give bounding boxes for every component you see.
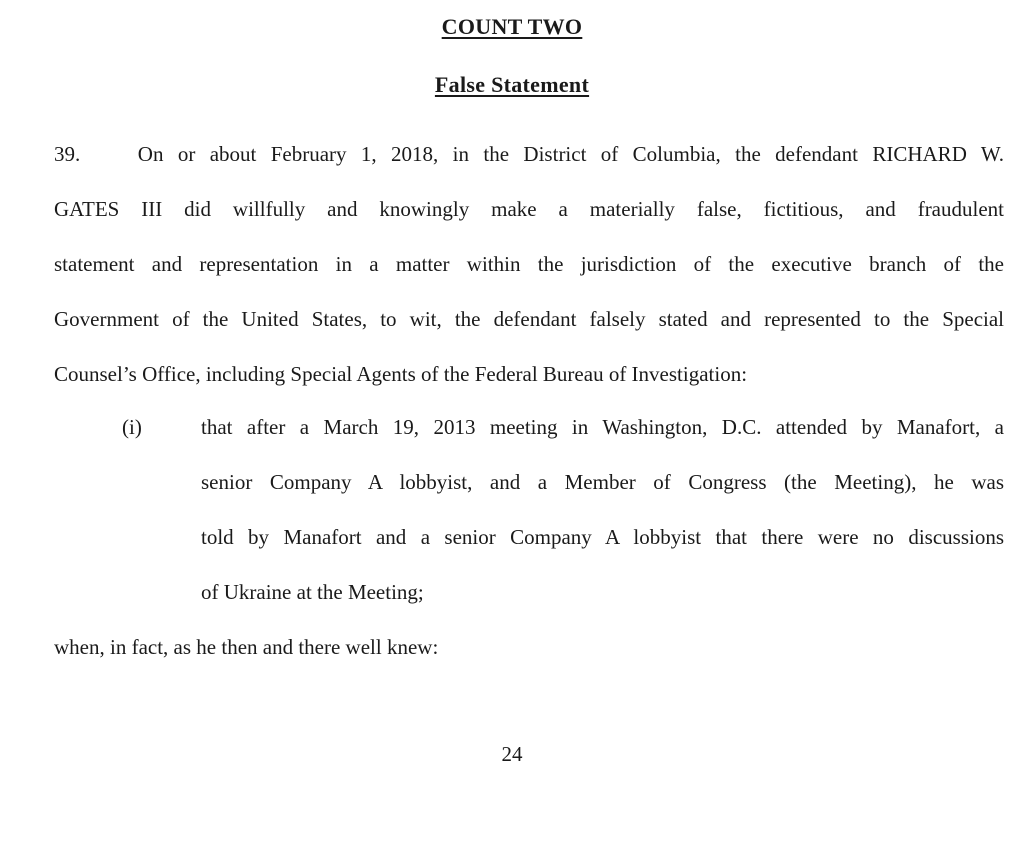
section-heading: False Statement — [434, 72, 590, 97]
paragraph-line: GATES III did willfully and knowingly make a materially false, fictitious, and fraudulent — [54, 197, 1004, 221]
list-item-line: that after a March 19, 2013 meeting in Washington, D.C. attended by Manafort, a — [201, 415, 1004, 439]
list-item-line: senior Company A lobbyist, and a Member of Congress (the Meeting), he was — [201, 470, 1004, 494]
paragraph-line: Counsel’s Office, including Special Agents of the Federal Bureau of Investigation: — [54, 362, 748, 386]
paragraph-39 — [54, 127, 1004, 402]
paragraph-line: statement and representation in a matter within the jurisdiction of the executive branch of the — [54, 252, 1004, 276]
count-heading: COUNT TWO — [441, 14, 583, 39]
paragraph-line — [54, 127, 1004, 182]
list-item-line: told by Manafort and a senior Company A lobbyist that there were no discussions — [201, 525, 1004, 549]
page-number: 24 — [501, 742, 523, 766]
paragraph-number: 39. — [54, 142, 81, 166]
list-item-body — [201, 400, 1004, 620]
list-item-line: of Ukraine at the Meeting; — [201, 580, 424, 604]
closing-line: when, in fact, as he then and there well knew: — [54, 635, 439, 659]
paragraph-line-text: On or about February 1, 2018, in the District of Columbia, the defendant RICHARD W. — [137, 142, 1004, 166]
paragraph-line: Government of the United States, to wit, the defendant falsely stated and represented to the Special — [54, 307, 1004, 331]
list-item-marker: (i) — [122, 415, 142, 439]
